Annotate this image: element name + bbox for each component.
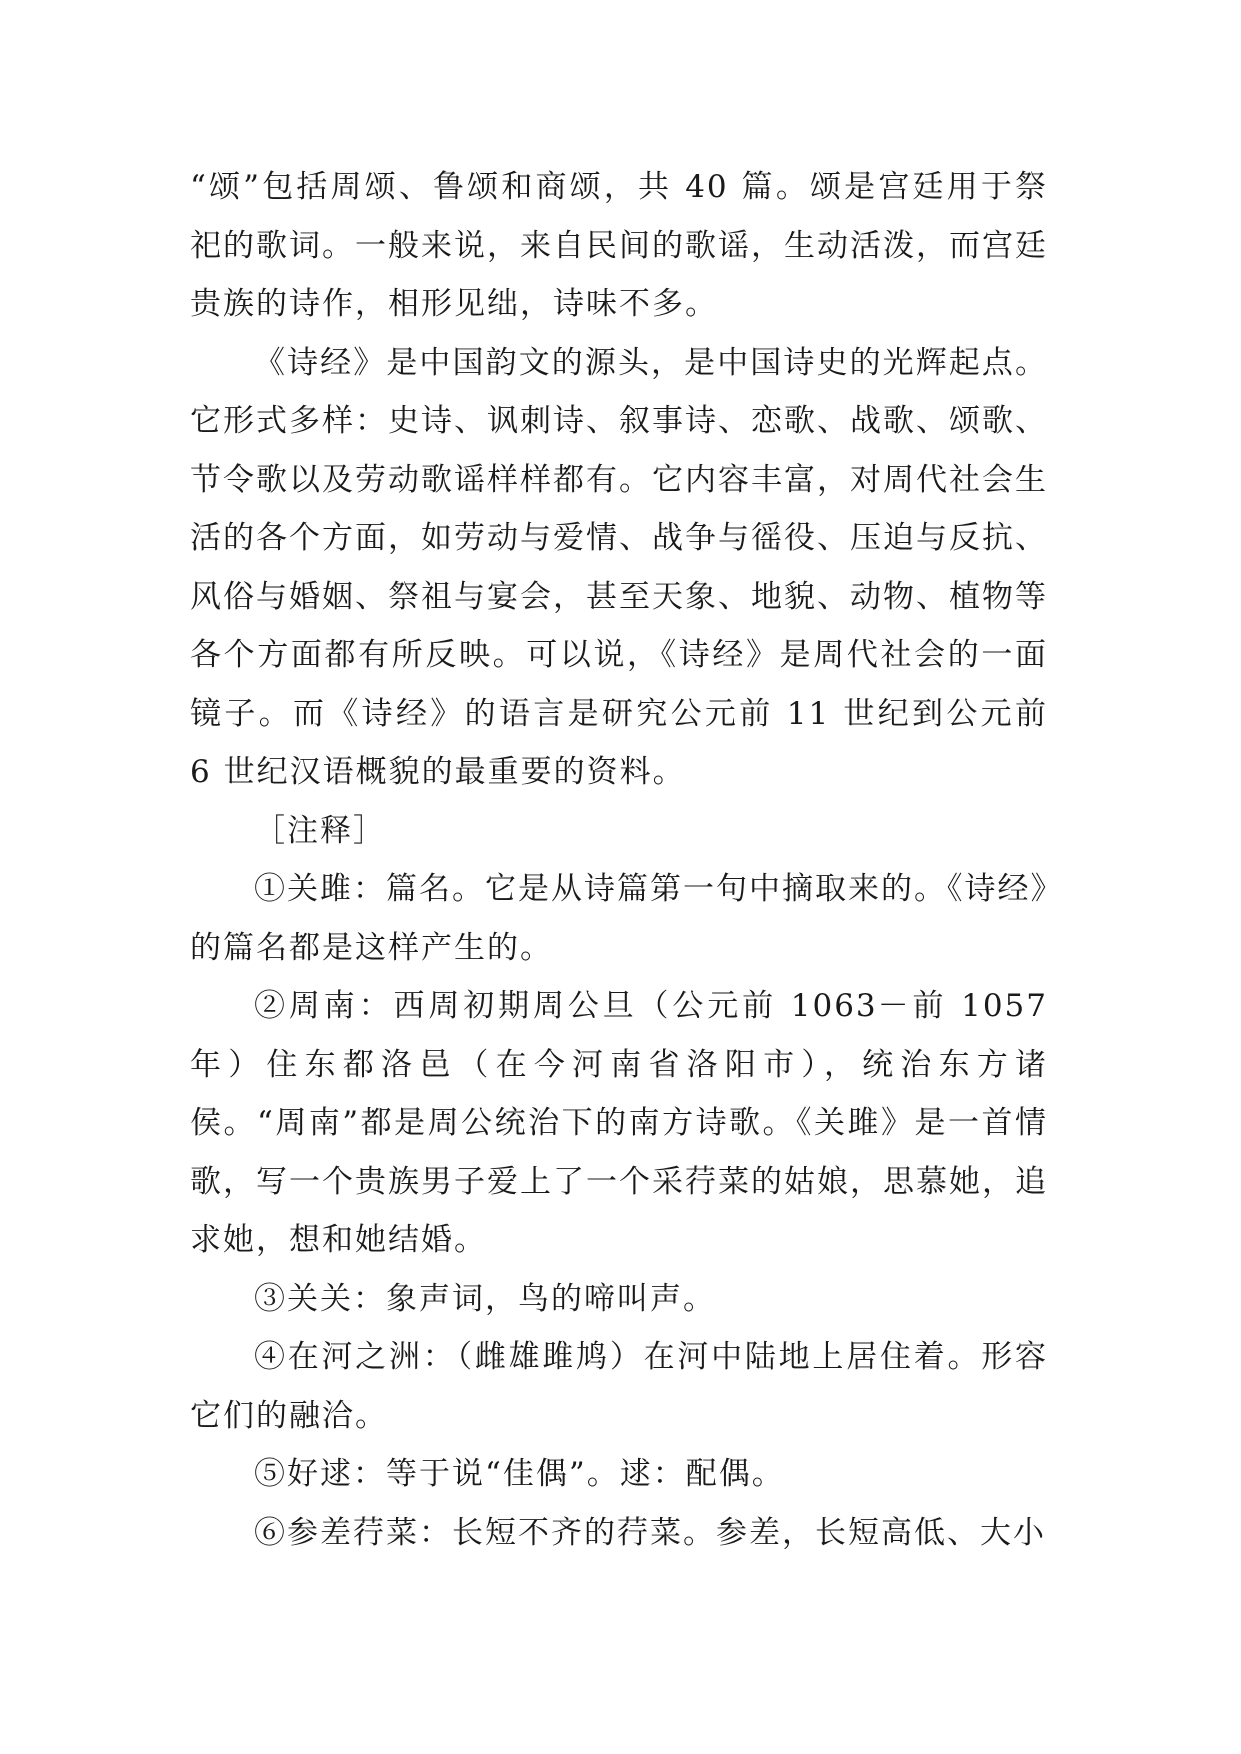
paragraph-song-section: “颂”包括周颂、鲁颂和商颂，共 40 篇。颂是宫廷用于祭祀的歌词。一般来说，来自民间的歌谣，生动活泼，而宫廷贵族的诗作，相形见绌，诗味不多。 <box>190 169 1048 322</box>
notes-heading: ［注释］ <box>254 812 386 849</box>
note-3: ③关关：象声词，鸟的啼叫声。 <box>254 1280 716 1317</box>
document-body <box>190 158 1048 1562</box>
note-5: ⑤好逑：等于说“佳偶”。逑：配偶。 <box>254 1456 785 1492</box>
note-4: ④在河之洲：（雌雄雎鸠）在河中陆地上居住着。形容它们的融洽。 <box>190 1339 1048 1434</box>
note-6: ⑥参差荇菜：长短不齐的荇菜。参差，长短高低、大小 <box>254 1514 1046 1551</box>
note-1: ①关雎：篇名。它是从诗篇第一句中摘取来的。《诗经》的篇名都是这样产生的。 <box>190 871 1048 966</box>
paragraph-shijing-overview: 《诗经》是中国韵文的源头，是中国诗史的光辉起点。它形式多样：史诗、讽刺诗、叙事诗、恋歌、战歌、颂歌、节令歌以及劳动歌谣样样都有。它内容丰富，对周代社会生活的各个方面，如劳动与爱情、战争与徭役、压迫与反抗、风俗与婚姻、祭祖与宴会，甚至天象、地貌、动物、植物等各个方面都有所反映。可以说，《诗经》是周代社会的一面镜子。而《诗经》的语言是研究公元前 11 世纪到公元前 6 世纪汉语概貌的最重要的资料。 <box>190 344 1048 790</box>
note-2: ②周南：西周初期周公旦（公元前 1063－前 1057 年）住东都洛邑（在今河南省洛阳市），统治东方诸侯。“周南”都是周公统治下的南方诗歌。《关雎》是一首情歌，写一个贵族男子爱上了一个采荇菜的姑娘，思慕她，追求她，想和她结婚。 <box>190 988 1048 1258</box>
